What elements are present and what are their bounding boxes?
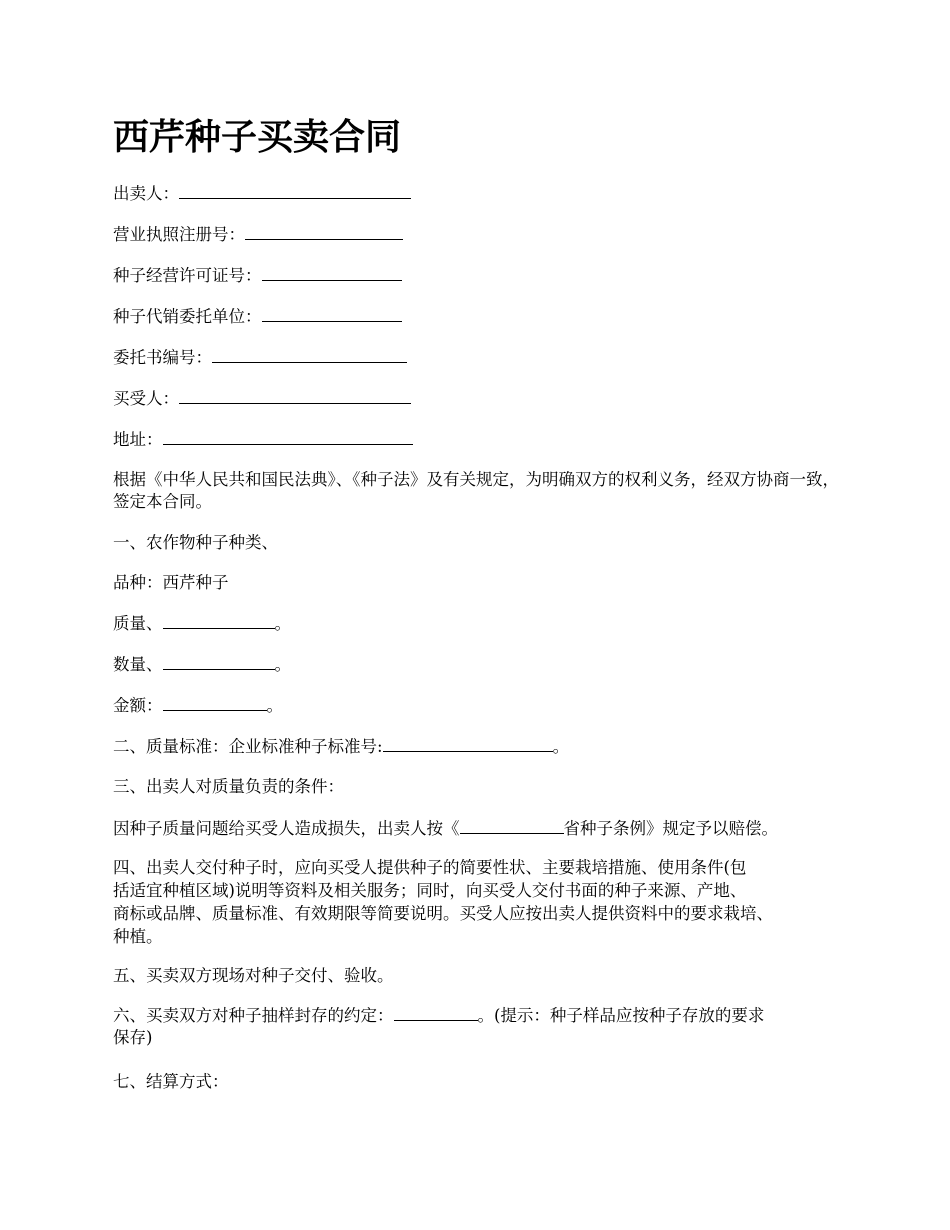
section6-line1 [113,1004,764,1027]
agent-field [113,305,402,328]
section4-line4: 种植。 [113,927,163,946]
buyer-label: 买受人： [113,389,179,408]
section4-line1: 四、出卖人交付种子时，应向买受人提供种子的简要性状、主要栽培措施、使用条件(包 [113,858,747,877]
permit-label: 种子经营许可证号： [113,266,262,285]
section2-label: 二、质量标准：企业标准种子标准号: [113,737,383,756]
buyer-field [113,387,411,410]
address-label: 地址： [113,430,163,449]
license-blank[interactable] [245,223,403,240]
quality-label: 质量、 [113,614,163,633]
quality-line [113,612,291,635]
section4-line2: 括适宜种植区域)说明等资料及相关服务；同时，向买受人交付书面的种子来源、产地、 [113,881,747,900]
variety-line: 品种：西芹种子 [113,573,229,592]
section7-heading: 七、结算方式： [113,1072,229,1091]
seller-field [113,182,411,205]
agent-blank[interactable] [262,305,402,322]
intro-paragraph: 根据《中华人民共和国民法典》、《种子法》及有关规定，为明确双方的权利义务，经双方协商一致，签定本合同。 [113,470,839,511]
permit-field [113,264,402,287]
quality-end: 。 [274,614,291,633]
quantity-label: 数量、 [113,655,163,674]
address-field [113,428,413,451]
buyer-blank[interactable] [179,387,411,404]
standard-number-blank[interactable] [383,735,553,752]
section3-text-before: 因种子质量问题给买受人造成损失，出卖人按《 [113,819,460,838]
section2-line [113,735,569,758]
seller-label: 出卖人： [113,184,179,203]
section3-text [113,817,778,840]
section6-text-after: 。(提示：种子样品应按种子存放的要求 [477,1006,765,1025]
section6-text-before: 六、买卖双方对种子抽样封存的约定： [113,1006,394,1025]
section5-line: 五、买卖双方现场对种子交付、验收。 [113,966,394,985]
entrust-field [113,346,407,369]
amount-blank[interactable] [163,694,267,711]
address-blank[interactable] [163,428,413,445]
section6-line2: 保存) [113,1028,153,1047]
agent-label: 种子代销委托单位： [113,307,262,326]
quality-blank[interactable] [163,612,275,629]
license-label: 营业执照注册号： [113,225,245,244]
section1-heading: 一、农作物种子种类、 [113,533,278,552]
page-title: 西芹种子买卖合同 [113,116,402,158]
section4-line3: 商标或品牌、质量标准、有效期限等简要说明。买受人应按出卖人提供资料中的要求栽培、 [113,904,773,923]
permit-blank[interactable] [262,264,402,281]
amount-end: 。 [266,696,283,715]
quantity-end: 。 [274,655,291,674]
section3-heading: 三、出卖人对质量负责的条件： [113,777,344,796]
quantity-line [113,653,291,676]
province-blank[interactable] [460,817,564,834]
amount-line [113,694,283,717]
sampling-blank[interactable] [394,1004,478,1021]
amount-label: 金额： [113,696,163,715]
entrust-blank[interactable] [212,346,407,363]
license-field [113,223,403,246]
entrust-label: 委托书编号： [113,348,212,367]
quantity-blank[interactable] [163,653,275,670]
seller-blank[interactable] [179,182,411,199]
section2-end: 。 [552,737,570,756]
section3-text-after: 省种子条例》规定予以赔偿。 [563,819,778,838]
